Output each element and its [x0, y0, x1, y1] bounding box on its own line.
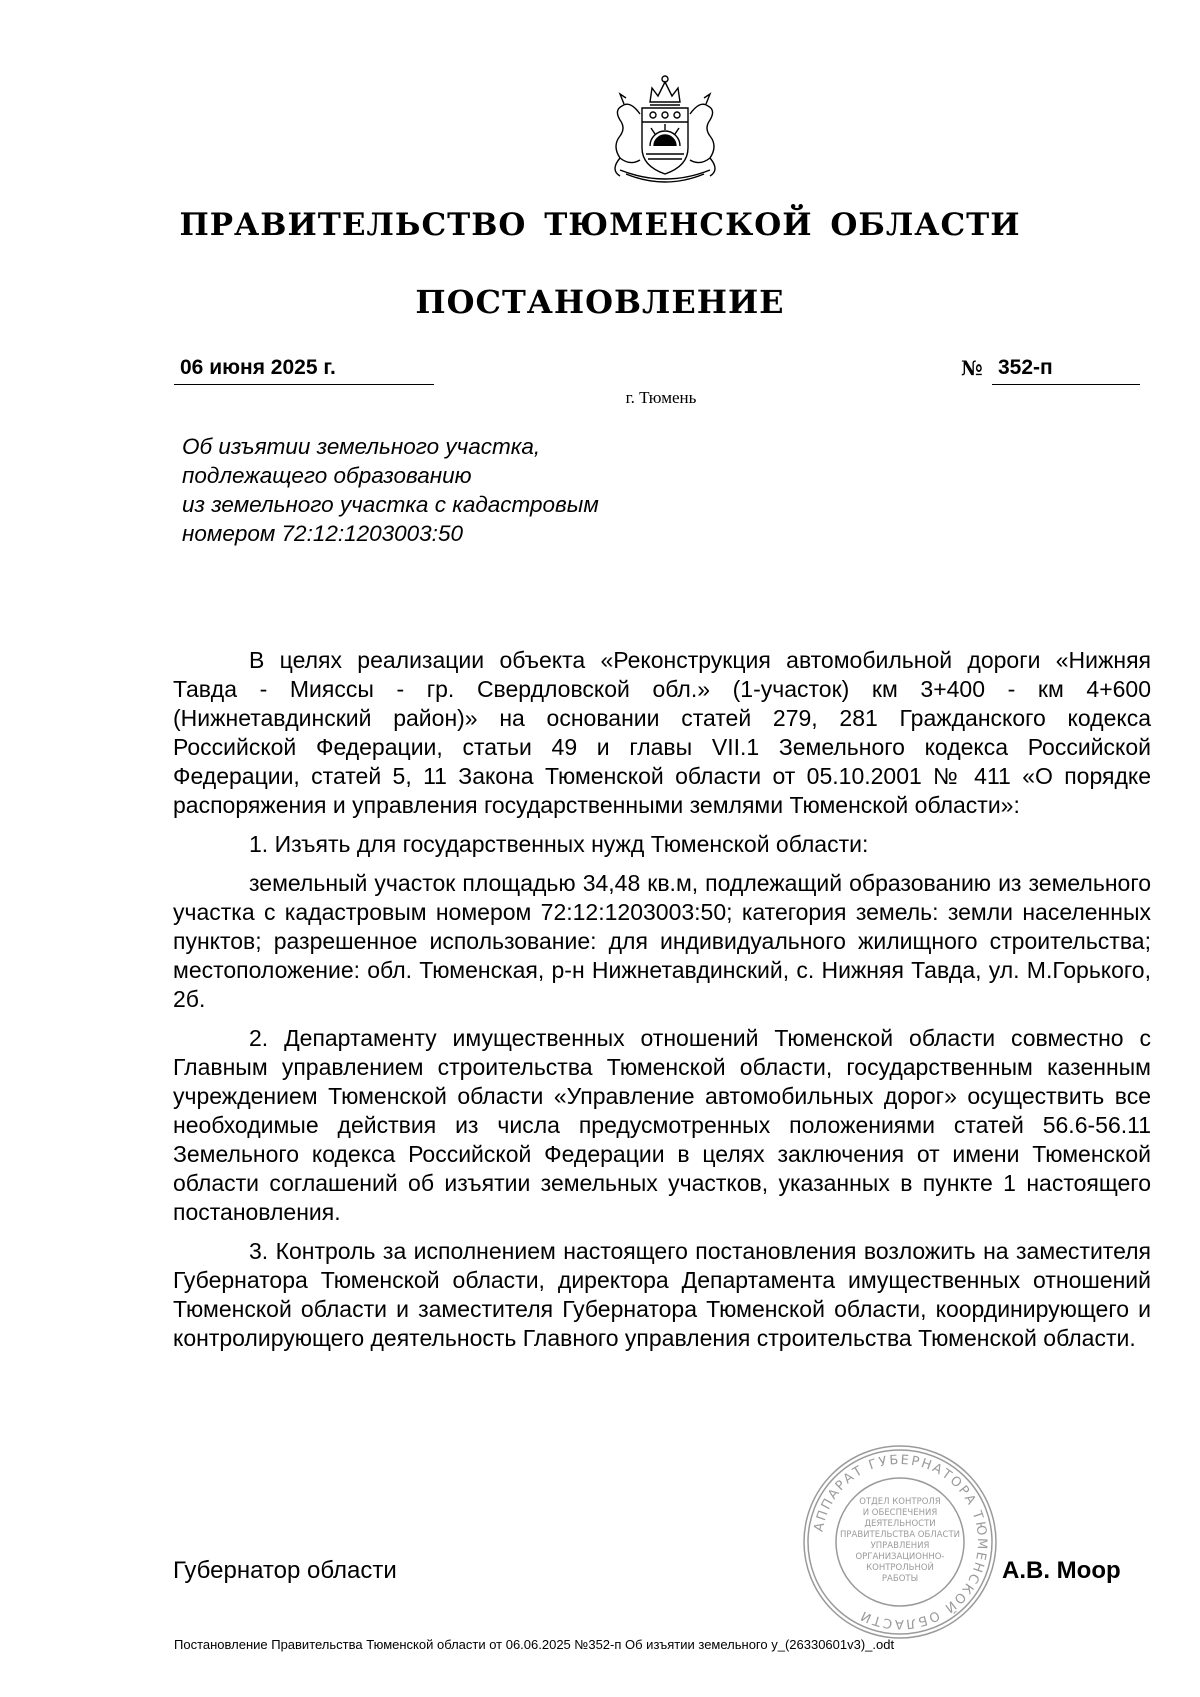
document-body [173, 646, 1151, 1353]
document-date: 06 июня 2025 г. [180, 356, 336, 379]
stamp-inner-line: УПРАВЛЕНИЯ [870, 1541, 930, 1551]
subject-line: Об изъятии земельного участка, [182, 434, 541, 459]
number-sign: № [961, 356, 983, 380]
stamp-inner-line: И ОБЕСПЕЧЕНИЯ [862, 1508, 938, 1518]
body-paragraph: 3. Контроль за исполнением настоящего постановления возложить на заместителя Губернатора Тюменской области, директора Департамента имущественных отношений Тюменской области и заместителя Губернатора Тюменской области, координирующего и контролирующего деятельность Главного управления строительства Тюменской области. [173, 1238, 1151, 1351]
stamp-outer-text: АППАРАТ ГУБЕРНАТОРА ТЮМЕНСКОЙ ОБЛАСТИ [811, 1452, 990, 1632]
document-footer: Постановление Правительства Тюменской области от 06.06.2025 №352-п Об изъятии земельного у_(26330601v3)_.odt [174, 1637, 895, 1652]
number-field [992, 356, 1140, 385]
city: г. Тюмень [625, 388, 697, 407]
signer-position: Губернатор области [173, 1557, 397, 1584]
document-subject [182, 432, 742, 548]
signer-name: А.В. Моор [1002, 1557, 1121, 1584]
body-paragraph: земельный участок площадью 34,48 кв.м, подлежащий образованию из земельного участка с кадастровым номером 72:12:1203003:50; категория земель: земли населенных пунктов; разрешенное использование: для индивидуального жилищного строительства; местоположение: обл. Тюменская, р-н Нижнетавдинский, с. Нижняя Тавда, ул. М.Горького, 2б. [173, 870, 1151, 1012]
stamp-inner-line: ОРГАНИЗАЦИОННО- [855, 1552, 945, 1562]
subject-line: подлежащего образованию [182, 463, 472, 488]
body-paragraph: 2. Департаменту имущественных отношений Тюменской области совместно с Главным управлением строительства Тюменской области, государственным казенным учреждением Тюменской области «Управление автомобильных дорог» осуществить все необходимые действия из числа предусмотренных положениями статей 56.6-56.11 Земельного кодекса Российской Федерации в целях заключения от имени Тюменской области соглашений об изъятии земельных участков, указанных в пункте 1 настоящего постановления. [173, 1025, 1151, 1225]
document-number: 352-п [998, 356, 1053, 379]
coat-of-arms-icon [590, 70, 740, 186]
document-type: ПОСТАНОВЛЕНИЕ [415, 283, 785, 321]
subject-line: из земельного участка с кадастровым [182, 492, 599, 517]
body-paragraph: 1. Изъять для государственных нужд Тюменской области: [249, 831, 869, 857]
date-field [174, 356, 434, 385]
stamp-inner-line: ДЕЯТЕЛЬНОСТИ [864, 1519, 936, 1529]
stamp-inner-line: РАБОТЫ [881, 1574, 919, 1584]
stamp-inner-line: КОНТРОЛЬНОЙ [866, 1563, 934, 1573]
organization-title: ПРАВИТЕЛЬСТВО ТЮМЕНСКОЙ ОБЛАСТИ [179, 207, 1021, 243]
body-paragraph: В целях реализации объекта «Реконструкция автомобильной дороги «Нижняя Тавда - Мияссы - гр. Свердловской обл.» (1-участок) км 3+400 - км 4+600 (Нижнетавдинский район)» на основании статей 279, 281 Гражданского кодекса Российской Федерации, статьи 49 и главы VII.1 Земельного кодекса Российской Федерации, статей 5, 11 Закона Тюменской области от 05.10.2001 № 411 «О порядке распоряжения и управления государственными землями Тюменской области»: [173, 647, 1151, 818]
stamp-inner-line: ПРАВИТЕЛЬСТВА ОБЛАСТИ [840, 1530, 960, 1540]
official-stamp [800, 1442, 1000, 1642]
subject-line: номером 72:12:1203003:50 [182, 521, 463, 546]
stamp-inner-line: ОТДЕЛ КОНТРОЛЯ [859, 1497, 941, 1507]
